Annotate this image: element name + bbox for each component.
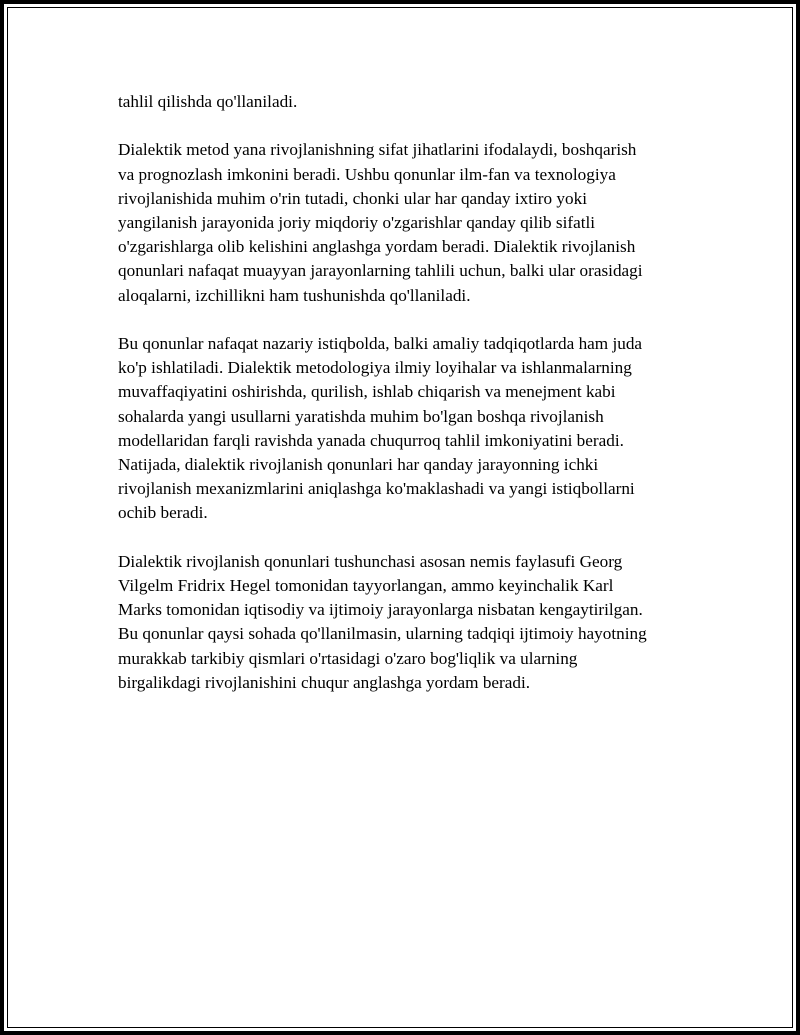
text-line: Dialektik rivojlanish qonunlari tushunchasi asosan nemis faylasufi Georg (118, 551, 623, 571)
text-line: rivojlanishida muhim o'rin tutadi, chonki ular har qanday ixtiro yoki (118, 188, 587, 208)
paragraph (118, 90, 688, 114)
text-line: Bu qonunlar nafaqat nazariy istiqbolda, balki amaliy tadqiqotlarda ham juda (118, 334, 643, 353)
text-line: o'zgarishlarga olib kelishini anglashga yordam beradi. Dialektik rivojlanish (118, 237, 636, 257)
document-body (118, 90, 688, 719)
text-line: ko'p ishlatiladi. Dialektik metodologiya ilmiy loyihalar va ishlanmalarning (118, 358, 632, 378)
text-line: qonunlari nafaqat muayyan jarayonlarning tahlili uchun, balki ular orasidagi (118, 261, 643, 281)
text-line: va prognozlash imkonini beradi. Ushbu qonunlar ilm-fan va texnologiya (118, 164, 616, 184)
text-line: yangilanish jarayonida joriy miqdoriy o'zgarishlar qanday qilib sifatli (118, 213, 596, 232)
paragraph (118, 332, 688, 526)
text-line: murakkab tarkibiy qismlari o'rtasidagi o'zaro bog'liqlik va ularning (118, 648, 578, 668)
text-line: aloqalarni, izchillikni ham tushunishda qo'llaniladi. (118, 285, 471, 305)
text-line: muvaffaqiyatini oshirishda, qurilish, ishlab chiqarish va menejment kabi (118, 382, 616, 402)
text-line: birgalikdagi rivojlanishini chuqur anglashga yordam beradi. (118, 672, 531, 692)
text-line: Dialektik metod yana rivojlanishning sifat jihatlarini ifodalaydi, boshqarish (118, 140, 637, 160)
text-line: rivojlanish mexanizmlarini aniqlashga ko'maklashadi va yangi istiqbollarni (118, 479, 635, 499)
text-line: Bu qonunlar qaysi sohada qo'llanilmasin, ularning tadqiqi ijtimoiy hayotning (118, 624, 647, 644)
text-line: Vilgelm Fridrix Hegel tomonidan tayyorlangan, ammo keyinchalik Karl (118, 576, 614, 596)
text-line: modellaridan farqli ravishda yanada chuqurroq tahlil imkoniyatini beradi. (118, 430, 624, 450)
text-line: Natijada, dialektik rivojlanish qonunlari har qanday jarayonning ichki (118, 455, 599, 475)
paragraph (118, 550, 688, 695)
text-line: sohalarda yangi usullarni yaratishda muhim bo'lgan boshqa rivojlanish (118, 406, 604, 426)
paragraph (118, 138, 688, 307)
text-line: Marks tomonidan iqtisodiy va ijtimoiy jarayonlarga nisbatan kengaytirilgan. (118, 600, 643, 620)
text-line: tahlil qilishda qo'llaniladi. (118, 92, 298, 111)
text-line: ochib beradi. (118, 503, 208, 523)
